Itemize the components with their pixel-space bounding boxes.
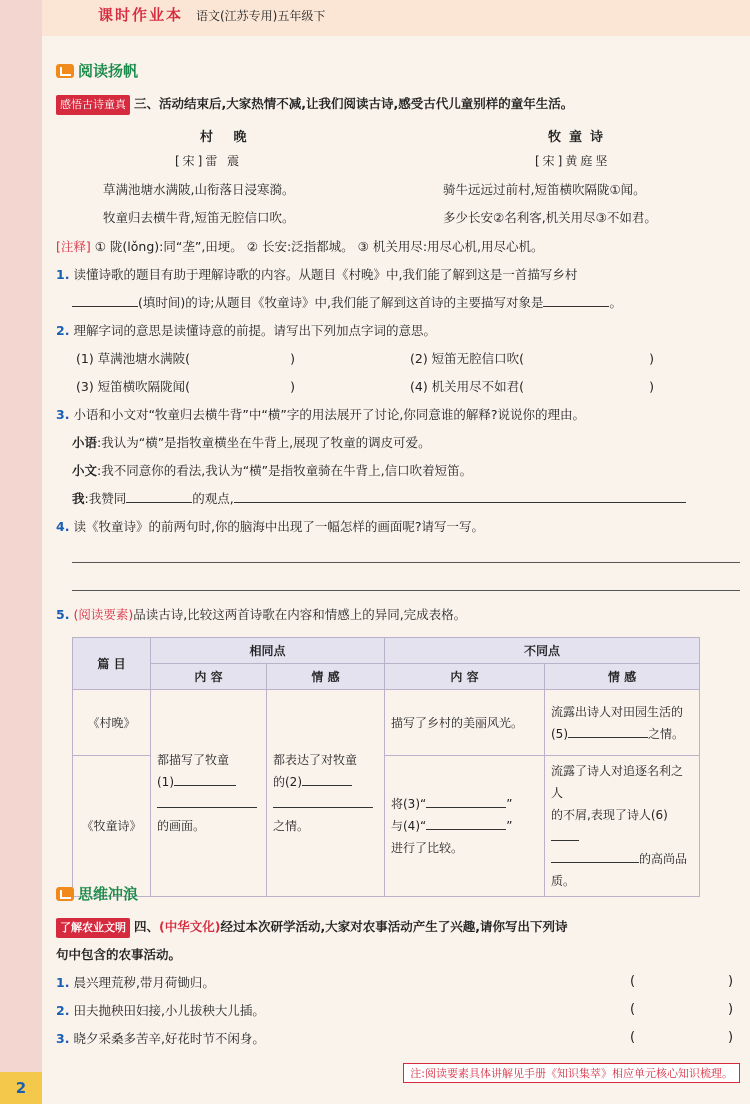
blank-6[interactable] — [551, 828, 579, 841]
q2-item1-text: (1) 草满池塘水满陂( — [76, 351, 191, 366]
q3-intro — [56, 95, 573, 115]
q4-text: 读《牧童诗》的前两句时,你的脑海中出现了一幅怎样的画面呢?请写一写。 — [73, 519, 485, 534]
blank-6b[interactable] — [551, 850, 639, 863]
list-item — [56, 1030, 265, 1048]
q2-item1-close: ) — [290, 351, 295, 366]
item3-number: 3. — [56, 1031, 70, 1046]
q5-number: 5. — [56, 607, 70, 622]
q3-me — [72, 490, 686, 508]
r2-emotion-b: 的不屑,表现了诗人(6) — [551, 808, 668, 822]
q1-blank-object[interactable] — [543, 294, 609, 307]
q4-answer-line1[interactable] — [72, 562, 740, 563]
th-same: 相同点 — [151, 638, 385, 664]
q3-line — [56, 406, 585, 424]
th-diff-emotion: 情 感 — [545, 664, 700, 690]
section-thinking — [56, 883, 138, 904]
blank-3[interactable] — [426, 795, 506, 808]
q5-tag: (阅读要素) — [73, 607, 134, 622]
q2-item4 — [410, 378, 654, 396]
q4b-line2: 句中包含的农事活动。 — [56, 947, 182, 962]
th-title: 篇 目 — [73, 638, 151, 690]
q1-text-a: 读懂诗歌的题目有助于理解诗歌的内容。从题目《村晚》中,我们能了解到这是一首描写乡村 — [73, 267, 578, 282]
same-content-cell — [151, 690, 267, 897]
blank-2[interactable] — [302, 773, 352, 786]
section-thinking-label: 思维冲浪 — [78, 885, 139, 903]
r2-emotion-c: 的高尚品质。 — [551, 852, 688, 888]
q4b-b: (中华文化) — [159, 919, 221, 934]
table-head-row1 — [73, 638, 700, 664]
xiaoyu-name: 小语 — [72, 435, 98, 450]
poem2-author: [宋]黄庭坚 — [535, 154, 611, 168]
r2-diff-d: ” — [506, 819, 513, 833]
poem1-title: 村 晚 — [200, 130, 255, 145]
blank-4[interactable] — [426, 817, 506, 830]
r1-diff-emotion — [545, 690, 700, 756]
q1-text-b: (填时间)的诗;从题目《牧童诗》中,我们能了解到这首诗的主要描写对象是 — [138, 295, 544, 310]
me-text-a: :我赞同 — [84, 491, 127, 506]
q2-item2-close: ) — [649, 351, 654, 366]
book-icon — [56, 64, 74, 78]
r2-emotion-a: 流露了诗人对追逐名利之人 — [551, 764, 684, 800]
q2-text: 理解字词的意思是读懂诗意的前提。请写出下列加点字词的意思。 — [73, 323, 436, 338]
q2-item2-text: (2) 短笛无腔信口吹( — [410, 351, 525, 366]
q2-item3 — [76, 378, 295, 396]
poem1-author: [宋]雷 震 — [175, 154, 243, 168]
me-name: 我 — [72, 491, 85, 506]
item1-number: 1. — [56, 975, 70, 990]
item3-close: ) — [728, 1030, 734, 1045]
q3-blank-reason[interactable] — [234, 490, 686, 503]
th-same-content: 内 容 — [151, 664, 267, 690]
r2-diff-content — [385, 756, 545, 897]
same-emotion-a: 都表达了对牧童 — [273, 753, 358, 767]
blank-2b[interactable] — [273, 795, 373, 808]
q3-intro-text: 三、活动结束后,大家热情不减,让我们阅读古诗,感受古代儿童别样的童年生活。 — [134, 96, 574, 111]
q2-item2 — [410, 350, 654, 368]
xiaowen-name: 小文 — [72, 463, 98, 478]
comparison-table — [72, 637, 700, 897]
r1-diff-emotion-c: 之情。 — [648, 726, 685, 741]
poem1-line1: 草满池塘水满陂,山衔落日浸寒漪。 — [103, 182, 295, 197]
r2-diff-a: 将(3)“ — [391, 797, 427, 811]
poem1-line2: 牧童归去横牛背,短笛无腔信口吹。 — [103, 210, 295, 225]
xiaoyu-text: :我认为“横”是指牧童横坐在牛背上,展现了牧童的调皮可爱。 — [97, 435, 431, 450]
q1-line2 — [72, 294, 622, 312]
page-number: 2 — [0, 1072, 42, 1104]
q2-item4-text: (4) 机关用尽不如君( — [410, 379, 525, 394]
same-content-a: 都描写了牧童 — [157, 753, 230, 767]
item1-close: ) — [728, 974, 734, 989]
list-item — [56, 1002, 265, 1020]
item2-text: 田夫抛秧田妇接,小儿拔秧大儿插。 — [73, 1003, 265, 1018]
q1-number: 1. — [56, 267, 70, 282]
q5-line — [56, 606, 466, 624]
table-row — [73, 690, 700, 756]
item2-open: ( — [630, 1002, 636, 1017]
book-title: 课时作业本 — [98, 6, 184, 24]
item2-close: ) — [728, 1002, 734, 1017]
blank-1b[interactable] — [157, 795, 257, 808]
th-diff-content: 内 容 — [385, 664, 545, 690]
book-subject: 语文(江苏专用)五年级下 — [196, 9, 326, 23]
q4-line — [56, 518, 484, 536]
r2-diff-e: 进行了比较。 — [391, 841, 464, 855]
poem2-line1: 骑牛远远过前村,短笛横吹隔陇①闻。 — [443, 182, 646, 197]
xiaowen-text: :我不同意你的看法,我认为“横”是指牧童骑在牛背上,信口吹着短笛。 — [97, 463, 473, 478]
q1-end: 。 — [609, 295, 622, 310]
blank-5[interactable] — [568, 725, 648, 738]
r2-diff-c: 与(4)“ — [391, 819, 427, 833]
row2-name: 《牧童诗》 — [73, 756, 151, 897]
item3-open: ( — [630, 1030, 636, 1045]
r1-diff-emotion-a: 流露出诗人对田园生活的 — [551, 704, 684, 719]
q5-text: 品读古诗,比较这两首诗歌在内容和情感上的异同,完成表格。 — [133, 607, 467, 622]
r2-diff-b: ” — [506, 797, 513, 811]
q4-answer-line2[interactable] — [72, 590, 740, 591]
q4b-line1 — [56, 918, 567, 938]
same-emotion-b: 的(2) — [273, 775, 302, 789]
r2-diff-emotion — [545, 756, 700, 897]
q4b-a: 四、 — [134, 919, 160, 934]
same-emotion-c: 之情。 — [273, 819, 310, 833]
left-margin-bar — [0, 0, 42, 1104]
item1-open: ( — [630, 974, 636, 989]
r1-diff-emotion-b: (5) — [551, 726, 568, 741]
footer-note: 注:阅读要素具体讲解见手册《知识集萃》相应单元核心知识梳理。 — [403, 1063, 740, 1083]
same-content-b: (1) — [157, 775, 174, 789]
tag-agri: 了解农业文明 — [56, 918, 130, 938]
wave-icon — [56, 887, 74, 901]
q2-number: 2. — [56, 323, 70, 338]
poem2-line2: 多少长安②名利客,机关用尽③不如君。 — [443, 210, 657, 225]
same-content-c: 的画面。 — [157, 819, 206, 833]
notes-text: ① 陇(lǒng):同“垄”,田埂。 ② 长安:泛指都城。 ③ 机关用尽:用尽心机,用尽心机。 — [94, 239, 544, 254]
q2-item4-close: ) — [649, 379, 654, 394]
notes-label: [注释] — [56, 239, 91, 254]
blank-1[interactable] — [174, 773, 236, 786]
q4-number: 4. — [56, 519, 70, 534]
th-diff: 不同点 — [385, 638, 700, 664]
table-head-row2 — [73, 664, 700, 690]
q1-blank-time[interactable] — [72, 294, 138, 307]
q1-line1 — [56, 266, 577, 284]
q3-text: 小语和小文对“牧童归去横牛背”中“横”字的用法展开了讨论,你同意谁的解释?说说你的理由。 — [73, 407, 585, 422]
item1-text: 晨兴理荒秽,带月荷锄归。 — [73, 975, 215, 990]
q3-blank-agree[interactable] — [126, 490, 192, 503]
q4b-c: 经过本次研学活动,大家对农事活动产生了兴趣,请你写出下列诗 — [220, 919, 568, 934]
poem2-title: 牧童诗 — [548, 130, 612, 145]
list-item — [56, 974, 215, 992]
r1-diff-content: 描写了乡村的美丽风光。 — [385, 690, 545, 756]
q3-xiaoyu — [72, 434, 431, 452]
section-reading-label: 阅读扬帆 — [78, 62, 139, 80]
item2-number: 2. — [56, 1003, 70, 1018]
me-text-b: 的观点, — [192, 491, 234, 506]
row1-name: 《村晚》 — [73, 690, 151, 756]
q2-line — [56, 322, 436, 340]
item3-text: 晓夕采桑多苦辛,好花时节不闲身。 — [73, 1031, 265, 1046]
notes — [56, 238, 544, 256]
section-reading — [56, 60, 138, 81]
q3-number: 3. — [56, 407, 70, 422]
th-same-emotion: 情 感 — [267, 664, 385, 690]
same-emotion-cell — [267, 690, 385, 897]
q2-item1 — [76, 350, 295, 368]
q3-xiaowen — [72, 462, 472, 480]
q2-item3-text: (3) 短笛横吹隔陇闻( — [76, 379, 191, 394]
q2-item3-close: ) — [290, 379, 295, 394]
tag-poem: 感悟古诗童真 — [56, 95, 130, 115]
